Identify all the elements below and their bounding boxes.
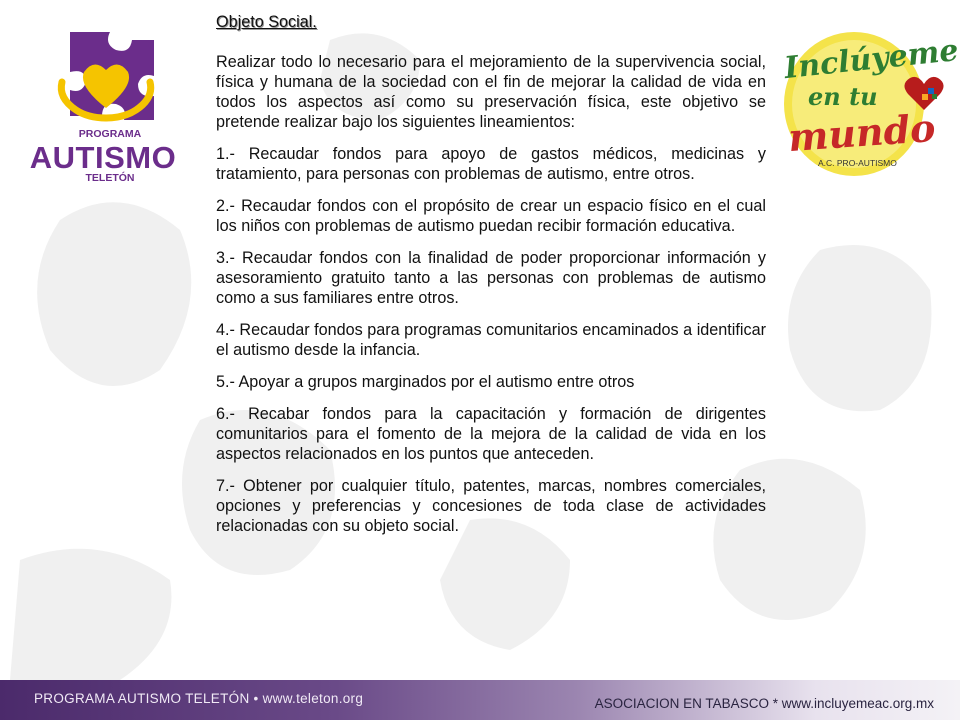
section-heading: Objeto Social.: [216, 13, 317, 31]
list-item-6: 6.- Recabar fondos para la capacitación y formación de dirigentes comunitarios para el fomento de la mejora de la calidad de vida en los aspectos relacionados en los puntos que anteceden.: [216, 405, 766, 463]
list-item-1: 1.- Recaudar fondos para apoyo de gastos médicos, medicinas y tratamiento, para personas con problemas de autismo, entre otros.: [216, 145, 766, 183]
logo-left-line2: AUTISMO: [29, 140, 177, 175]
objeto-social-section: [216, 12, 766, 548]
logo-left-line1: PROGRAMA: [78, 128, 142, 140]
intro-paragraph: Realizar todo lo necesario para el mejoramiento de la supervivencia social, física y humana de la sociedad con el fin de mejorar la calidad de vida en todos los aspectos así como su preservación física, este objetivo se pretende realizar bajo los siguientes lineamientos:: [216, 53, 766, 131]
list-item-2: 2.- Recaudar fondos con el propósito de crear un espacio físico en el cual los niños con problemas de autismo puedan recibir formación educativa.: [216, 197, 766, 235]
logo-right-line1: Inclúyeme: [782, 32, 960, 87]
heart-icon: [904, 76, 944, 112]
logo-right-line3: mundo: [786, 104, 937, 161]
list-item-3: 3.- Recaudar fondos con la finalidad de poder proporcionar información y asesoramiento gratuito tanto a las personas con problemas de autismo como a sus familiares entre otros.: [216, 249, 766, 307]
list-item-5: 5.- Apoyar a grupos marginados por el autismo entre otros: [216, 373, 635, 391]
footer-bar: [0, 680, 960, 720]
logo-right-line2: en tu: [808, 82, 878, 111]
list-item-4: 4.- Recaudar fondos para programas comunitarios encaminados a identificar el autismo desde la infancia.: [216, 321, 766, 359]
footer-right-text: ASOCIACION EN TABASCO * www.incluyemeac.org.mx: [594, 696, 934, 711]
footer-left-text: PROGRAMA AUTISMO TELETÓN • www.teleton.org: [34, 691, 364, 706]
logo-right-line4: A.C. PRO-AUTISMO: [818, 158, 897, 168]
programa-autismo-teleton-logo: [22, 26, 184, 184]
list-item-7: 7.- Obtener por cualquier título, patentes, marcas, nombres comerciales, opciones y preferencias y concesiones de toda clase de actividades relacionadas con su objeto social.: [216, 477, 766, 535]
incluyeme-en-tu-mundo-logo: [778, 24, 960, 182]
logo-left-line3: TELETÓN: [85, 172, 135, 184]
